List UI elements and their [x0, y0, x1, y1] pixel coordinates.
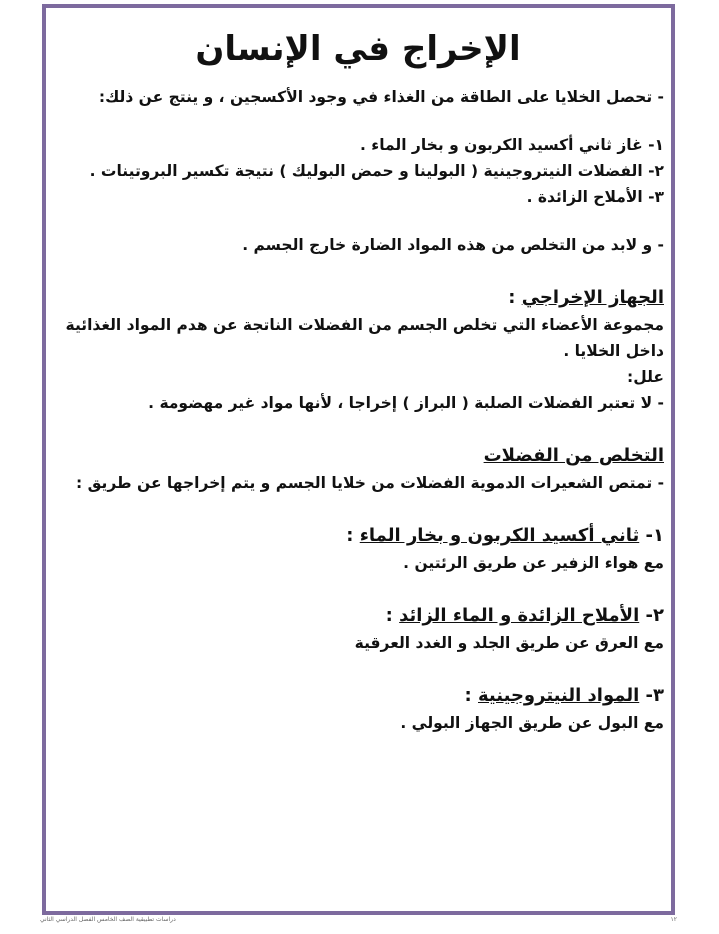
removal-item-2-number: ٢- [639, 605, 664, 626]
removal-item-1-title: ثاني أكسيد الكربون و بخار الماء [359, 525, 640, 546]
waste-removal-text: - تمتص الشعيرات الدموية الفضلات من خلايا الجسم و يتم إخراجها عن طريق : [75, 474, 664, 492]
removal-item-2-colon: : [385, 605, 400, 626]
product-item-1: ١- غاز ثاني أكسيد الكربون و بخار الماء . [359, 136, 664, 154]
removal-item-2-desc: مع العرق عن طريق الجلد و الغدد العرقية [354, 634, 664, 652]
product-item-3: ٣- الأملاح الزائدة . [526, 188, 664, 206]
removal-item-3-colon: : [464, 685, 478, 706]
removal-item-1-colon: : [346, 525, 360, 546]
document-page [52, 10, 664, 736]
removal-item-2-heading [52, 602, 664, 630]
reason-text: - لا تعتبر الفضلات الصلبة ( البراز ) إخراجا ، لأنها مواد غير مهضومة . [148, 394, 664, 412]
removal-item-1-heading [52, 522, 664, 550]
page-footer [0, 913, 719, 934]
removal-item-1-desc: مع هواء الزفير عن طريق الرئتين . [403, 554, 664, 572]
page-title: الإخراج في الإنسان [195, 29, 521, 69]
page-number: ١٢ [670, 916, 677, 923]
removal-item-3-title: المواد النيتروجينية [478, 685, 640, 706]
product-item-2: ٢- الفضلات النيتروجينية ( البولينا و حمض البوليك ) نتيجة تكسير البروتينات . [89, 162, 664, 180]
must-remove-text: - و لابد من التخلص من هذه المواد الضارة خارج الجسم . [242, 236, 664, 254]
waste-removal-heading [52, 442, 664, 470]
excretory-system-heading [52, 284, 664, 312]
heading-colon: : [508, 287, 522, 308]
excretory-system-title: الجهاز الإخراجي [521, 287, 664, 308]
removal-item-2-title: الأملاح الزائدة و الماء الزائد [399, 605, 640, 626]
footer-caption: دراسات تطبيقية الصف الخامس الفصل الدراسي الثاني [40, 916, 176, 923]
reason-label: علل: [627, 368, 664, 386]
removal-item-3-desc: مع البول عن طريق الجهاز البولي . [400, 714, 664, 732]
excretory-definition: مجموعة الأعضاء التي تخلص الجسم من الفضلات الناتجة عن هدم المواد الغذائية داخل الخلايا . [65, 316, 664, 360]
removal-item-3-heading [52, 682, 664, 710]
removal-item-1-number: ١- [639, 525, 664, 546]
removal-item-3-number: ٣- [639, 685, 664, 706]
intro-text: - تحصل الخلايا على الطاقة من الغذاء في وجود الأكسجين ، و ينتج عن ذلك: [98, 88, 664, 106]
waste-removal-title: التخلص من الفضلات [483, 445, 664, 466]
